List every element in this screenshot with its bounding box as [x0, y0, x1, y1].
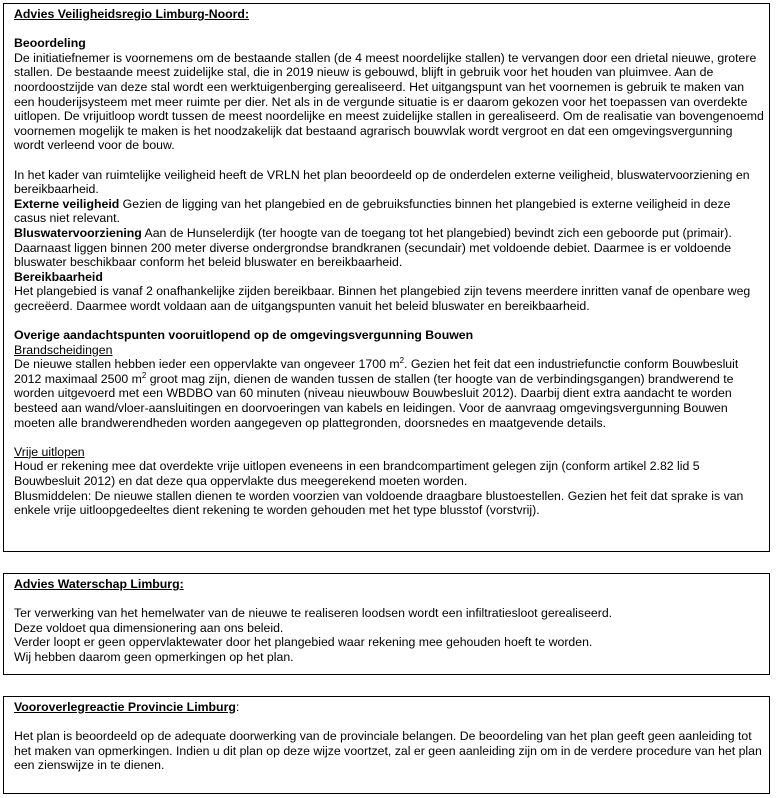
- provincie-title-line: [14, 700, 764, 715]
- brandscheidingen-paragraph: [14, 357, 764, 430]
- bluswater-label: Bluswatervoorziening: [14, 225, 142, 240]
- vrije-uitlopen-heading: Vrije uitlopen: [14, 444, 85, 459]
- waterschap-title: Advies Waterschap Limburg:: [14, 577, 184, 591]
- superscript-2: 2: [399, 356, 405, 366]
- brandscheidingen-text-2: . Gezien het feit dat een industriefunctie conform Bouwbesluit 2012 maximaal 2500 m: [14, 357, 739, 386]
- kader-paragraph: In het kader van ruimtelijke veiligheid heeft de VRLN het plan beoordeeld op de onderdelen externe veiligheid, bluswatervoorziening en bereikbaarheid.: [14, 167, 750, 197]
- bluswater-paragraph: [14, 226, 764, 270]
- waterschap-line: Wij hebben daarom geen opmerkingen op het plan.: [14, 649, 294, 664]
- bluswater-text: Aan de Hunselerdijk (ter hoogte van de toegang tot het plangebied) bevindt zich een geboorde put (primair). Daarnaast liggen binnen 200 meter diverse ondergrondse brandkranen (secundair) met voldoende debiet. Daarmee is er voldoende bluswater beschikbaar conform het beleid bluswater en bereikbaarheid.: [14, 225, 732, 270]
- beoordeling-heading: Beoordeling: [14, 36, 86, 51]
- externe-veiligheid-text: Gezien de ligging van het plangebied en de gebruiksfuncties binnen het plangebied is externe veiligheid in deze casus niet relevant.: [14, 196, 731, 226]
- superscript-2: 2: [141, 370, 147, 380]
- provincie-title: Vooroverlegreactie Provincie Limburg: [14, 700, 236, 714]
- beoordeling-paragraph: De initiatiefnemer is voornemens om de bestaande stallen (de 4 meest noordelijke stallen) te vervangen door een drietal nieuwe, grotere stallen. De bestaande meest zuidelijke stal, die in 2019 nieuw is gebouwd, blijft in gebruik voor het houden van pluimvee. Aan de noordoostzijde van deze stal wordt een werktuigenberging gerealiseerd. Het uitgangspunt van het voornemen is gebruik te maken van een houderijsysteem met meer ruimte per dier. Net als in de vergunde situatie is er daarom gekozen voor het toepassen van overdekte uitlopen. De vrijuitloop wordt tussen de meest noordelijke en meest zuidelijke stallen in gerealiseerd. Om de realisatie van bovengenoemd voornemen mogelijk te maken is het noodzakelijk dat bestaand agrarisch bouwvlak wordt vergroot en dat een omgevingsvergunning wordt verleend voor de bouw.: [14, 50, 764, 153]
- externe-veiligheid-label: Externe veiligheid: [14, 196, 120, 211]
- brandscheidingen-text-3: groot mag zijn, dienen de wanden tussen de stallen (ter hoogte van de verbindingsgangen) brandwerend te worden uitgevoerd met een WBDBO van 60 minuten (niveau nieuwbouw Bouwbesluit 2012). Daarbij dient extra aandacht te worden besteed aan wand/vloer-aansluitingen en doorvoeringen van kabels en leidingen. Voor de aanvraag omgevingsvergunning Bouwen moeten alle brandwerendheden worden aangegeven op plattegronden, doorsnedes en maatgevende details.: [14, 371, 734, 430]
- waterschap-advice-box: [3, 573, 770, 675]
- vrln-advice-box: [3, 3, 770, 552]
- overige-heading: Overige aandachtspunten vooruitlopend op de omgevingsvergunning Bouwen: [14, 328, 474, 343]
- vrije-uitlopen-paragraph: Houd er rekening mee dat overdekte vrije uitlopen eveneens in een brandcompartiment gelegen zijn (conform artikel 2.82 lid 5 Bouwbesluit 2012) en dat deze qua oppervlakte dus meegerekend moeten worden.: [14, 459, 700, 488]
- bereikbaarheid-heading: Bereikbaarheid: [14, 269, 103, 284]
- waterschap-line: Verder loopt er geen oppervlaktewater door het plangebied waar rekening mee gehouden hoeft te worden.: [14, 635, 593, 650]
- provincie-advice-box: [3, 696, 770, 794]
- blusmiddelen-paragraph: Blusmiddelen: De nieuwe stallen dienen te worden voorzien van voldoende draagbare blustoestellen. Gezien het feit dat sprake is van enkele vrije uitloopgedeeltes dient rekening te worden gehouden met het type blusstof (vorstvrij).: [14, 488, 744, 518]
- brandscheidingen-text-1: De nieuwe stallen hebben ieder een oppervlakte van ongeveer 1700 m: [14, 357, 400, 372]
- brandscheidingen-heading: Brandscheidingen: [14, 342, 113, 357]
- waterschap-line: Deze voldoet qua dimensionering aan ons beleid.: [14, 620, 284, 635]
- vrln-title: Advies Veiligheidsregio Limburg-Noord:: [14, 7, 250, 21]
- waterschap-line: Ter verwerking van het hemelwater van de nieuwe te realiseren loodsen wordt een infiltratiesloot gerealiseerd.: [14, 606, 613, 621]
- externe-veiligheid-paragraph: [14, 197, 764, 226]
- provincie-paragraph: Het plan is beoordeeld op de adequate doorwerking van de provinciale belangen. De beoordeling van het plan geeft geen aanleiding tot het maken van opmerkingen. Indien u dit plan op deze wijze voortzet, zal er geen aanleiding zijn om in de verdere procedure van het plan een zienswijze in te dienen.: [14, 729, 762, 773]
- provincie-title-suffix: :: [235, 700, 240, 714]
- bereikbaarheid-paragraph: Het plangebied is vanaf 2 onafhankelijke zijden bereikbaar. Binnen het plangebied zijn tevens meerdere inritten vanaf de openbare weg gecreëerd. Daarmee wordt voldaan aan de uitgangspunten vanuit het beleid bluswater en bereikbaarheid.: [14, 284, 751, 313]
